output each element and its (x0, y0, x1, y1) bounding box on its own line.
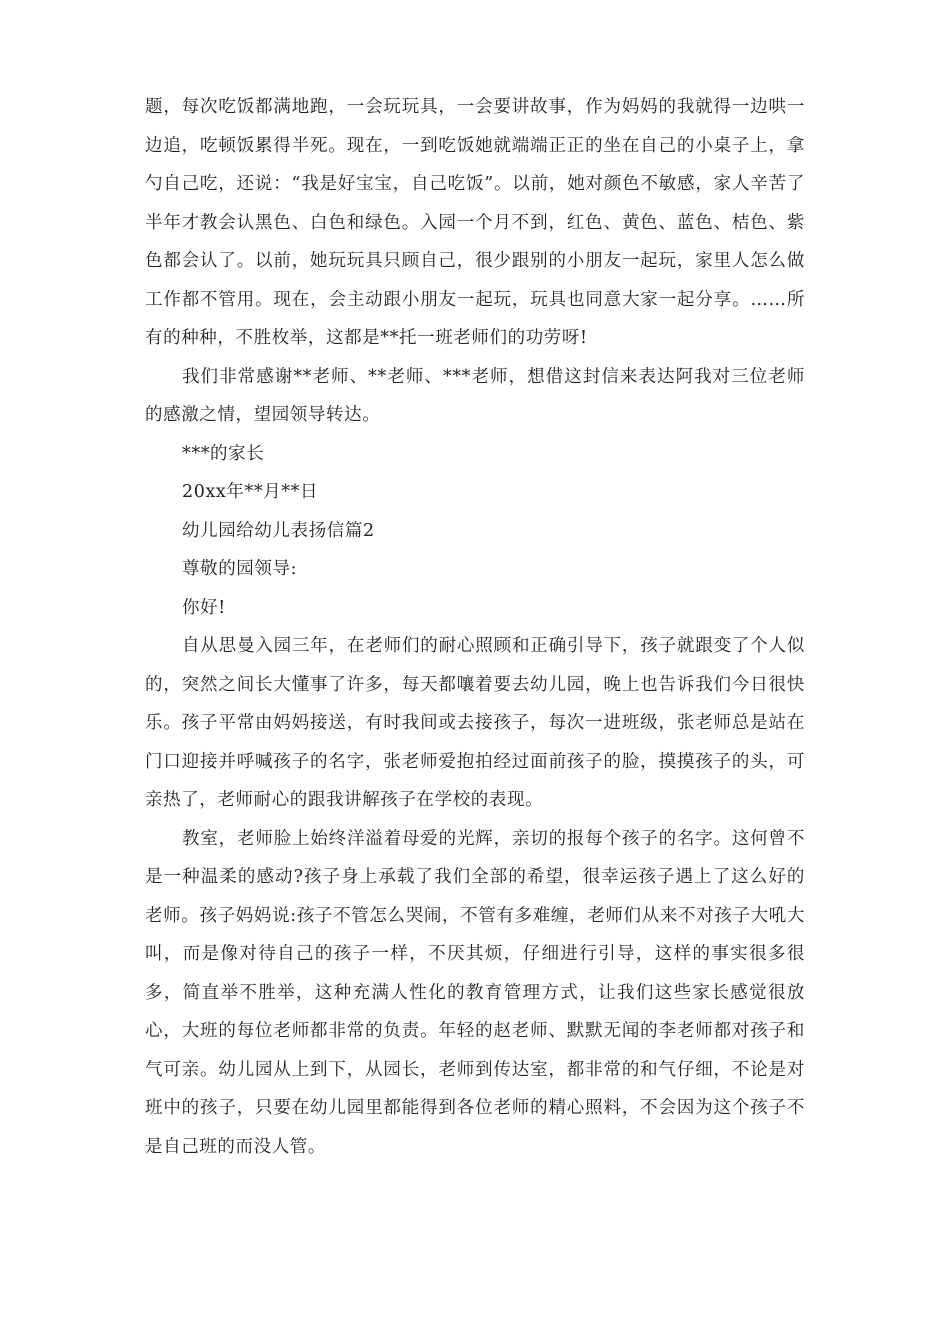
signature-date: 20xx年**月**日 (182, 482, 319, 502)
paragraph-body-2: 教室，老师脸上始终洋溢着母爱的光辉，亲切的报每个孩子的名字。这何曾不是一种温柔的感动?孩子身上承载了我们全部的希望，很幸运孩子遇上了这么好的老师。孩子妈妈说:孩子不管怎么哭闹，不管有多难缠，老师们从来不对孩子大吼大叫，而是像对待自己的孩子一样，不厌其烦，仔细进行引导，这样的事实很多很多，简直举不胜举，这种充满人性化的教育管理方式，让我们这些家长感觉很放心，大班的每位老师都非常的负责。年轻的赵老师、默默无闻的李老师都对孩子和气可亲。幼儿园从上到下，从园长，老师到传达室，都非常的和气仔细，不论是对班中的孩子，只要在幼儿园里都能得到各位老师的精心照料，不会因为这个孩子不是自己班的而没人管。 (145, 828, 805, 1157)
paragraph-thanks: 我们非常感谢**老师、**老师、***老师，想借这封信来表达阿我对三位老师的感激之情，望园领导转达。 (145, 366, 805, 425)
paragraph-continued-letter: 题，每次吃饭都满地跑，一会玩玩具，一会要讲故事，作为妈妈的我就得一边哄一边追，吃顿饭累得半死。现在，一到吃饭她就端端正正的坐在自己的小桌子上，拿勺自己吃，还说：“我是好宝宝，自己吃饭”。以前，她对颜色不敏感，家人辛苦了半年才教会认黑色、白色和绿色。入园一个月不到，红色、黄色、蓝色、桔色、紫色都会认了。以前，她玩玩具只顾自己，很少跟别的小朋友一起玩，家里人怎么做工作都不管用。现在，会主动跟小朋友一起玩，玩具也同意大家一起分享。……所有的种种，不胜枚举，这都是**托一班老师们的功劳呀! (145, 97, 805, 348)
section-title: 幼儿园给幼儿表扬信篇2 (182, 520, 375, 541)
document-body (145, 88, 805, 1166)
greeting: 你好! (182, 597, 226, 618)
salutation: 尊敬的园领导: (182, 559, 298, 579)
signature-parent: ***的家长 (182, 443, 265, 464)
paragraph-body-1: 自从思曼入园三年，在老师们的耐心照顾和正确引导下，孩子就跟变了个人似的，突然之间长大懂事了许多，每天都嚷着要去幼儿园，晚上也告诉我们今日很快乐。孩子平常由妈妈接送，有时我间或去接孩子，每次一进班级，张老师总是站在门口迎接并呼喊孩子的名字，张老师爱抱拍经过面前孩子的脸，摸摸孩子的头，可亲热了，老师耐心的跟我讲解孩子在学校的表现。 (145, 636, 805, 810)
